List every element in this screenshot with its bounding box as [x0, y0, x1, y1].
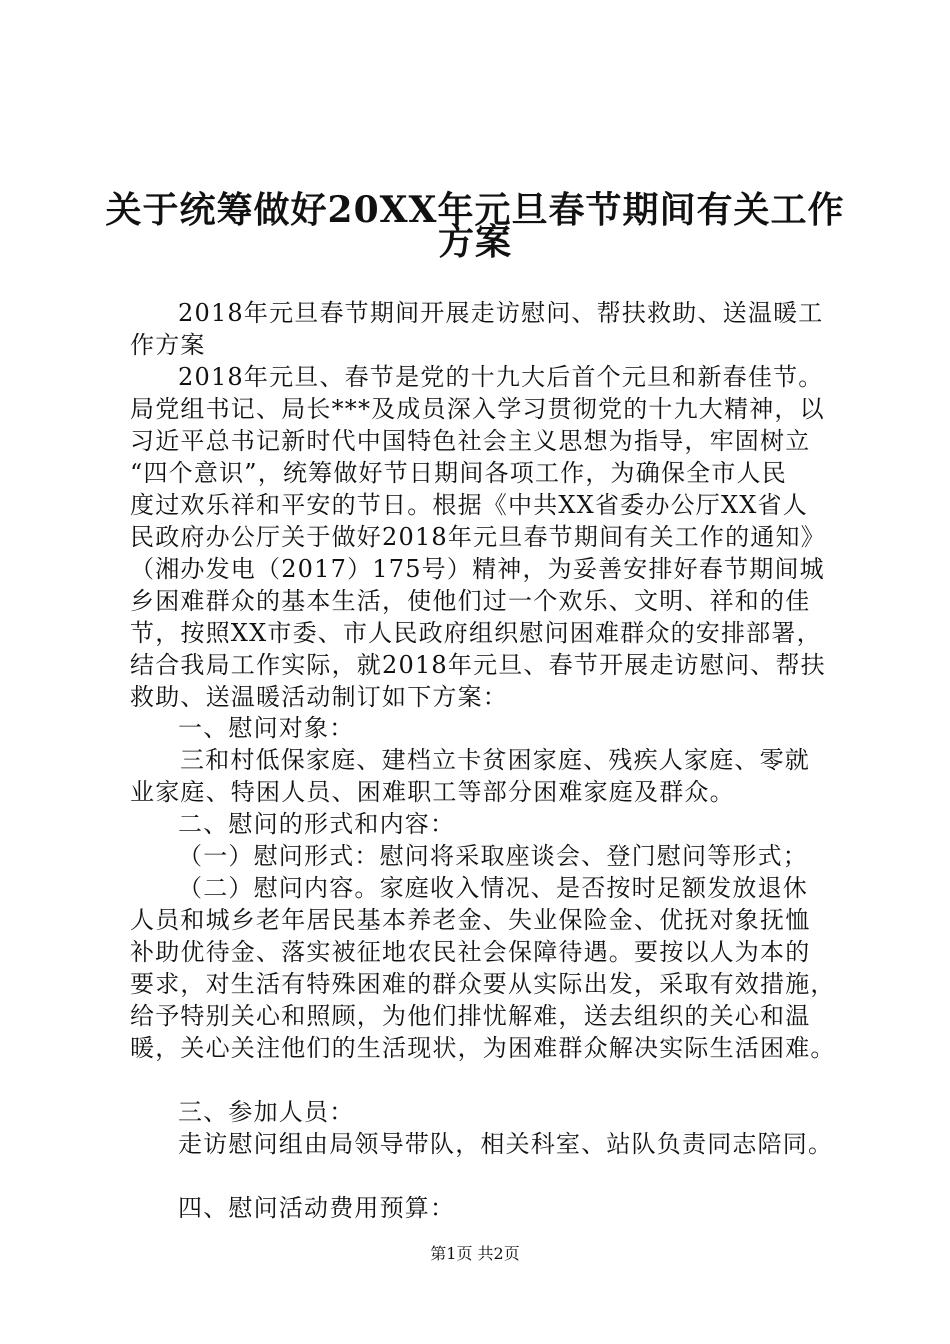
page-number-footer: 第1页 共2页: [430, 1244, 520, 1263]
body-line: 2018年元旦春节期间开展走访慰问、帮扶救助、送温暖工: [178, 299, 824, 327]
body-line: 作方案: [130, 331, 206, 359]
body-line: 暖，关心关注他们的生活现状，为困难群众解决实际生活困难。: [130, 1034, 836, 1062]
body-line: 习近平总书记新时代中国特色社会主义思想为指导，牢固树立: [130, 427, 811, 455]
body-line: （一）慰问形式：慰问将采取座谈会、登门慰问等形式；: [178, 842, 808, 870]
section-heading: 二、慰问的形式和内容：: [178, 810, 456, 838]
body-line: 结合我局工作实际，就2018年元旦、春节开展走访慰问、帮扶: [130, 651, 826, 679]
body-line: 民政府办公厅关于做好2018年元旦春节期间有关工作的通知》: [130, 523, 826, 551]
body-line: 要求，对生活有特殊困难的群众要从实际出发，采取有效措施，: [130, 970, 836, 998]
body-line: （二）慰问内容。家庭收入情况、是否按时足额发放退休: [178, 874, 808, 902]
body-line: 局党组书记、局长***及成员深入学习贯彻党的十九大精神，以: [130, 395, 825, 423]
body-line: 2018年元旦、春节是党的十九大后首个元旦和新春佳节。: [178, 363, 824, 391]
body-line: 度过欢乐祥和平安的节日。根据《中共XX省委办公厅XX省人: [130, 491, 808, 519]
body-line: 走访慰问组由局领导带队，相关科室、站队负责同志陪同。: [178, 1130, 834, 1158]
document-title-line-2: 方案: [437, 221, 512, 263]
section-heading: 三、参加人员：: [178, 1098, 355, 1126]
section-heading: 四、慰问活动费用预算：: [178, 1194, 456, 1222]
section-heading: 一、慰问对象：: [178, 714, 355, 742]
body-line: 乡困难群众的基本生活，使他们过一个欢乐、文明、祥和的佳: [130, 587, 811, 615]
body-line: 给予特别关心和照顾，为他们排忧解难，送去组织的关心和温: [130, 1002, 811, 1030]
body-line: （湘办发电（2017）175号）精神，为妥善安排好春节期间城: [130, 555, 825, 583]
body-line: “四个意识”，统筹做好节日期间各项工作，为确保全市人民: [130, 459, 787, 487]
body-line: 救助、送温暖活动制订如下方案：: [130, 683, 508, 711]
body-line: 人员和城乡老年居民基本养老金、失业保险金、优抚对象抚恤: [130, 906, 811, 934]
document-title-line-1: 关于统筹做好20XX年元旦春节期间有关工作: [105, 189, 845, 231]
body-line: 三和村低保家庭、建档立卡贫困家庭、残疾人家庭、零就: [180, 746, 810, 774]
body-line: 补助优待金、落实被征地农民社会保障待遇。要按以人为本的: [130, 938, 811, 966]
body-line: 业家庭、特困人员、困难职工等部分困难家庭及群众。: [130, 778, 735, 806]
body-line: 节，按照XX市委、市人民政府组织慰问困难群众的安排部署，: [130, 619, 822, 647]
